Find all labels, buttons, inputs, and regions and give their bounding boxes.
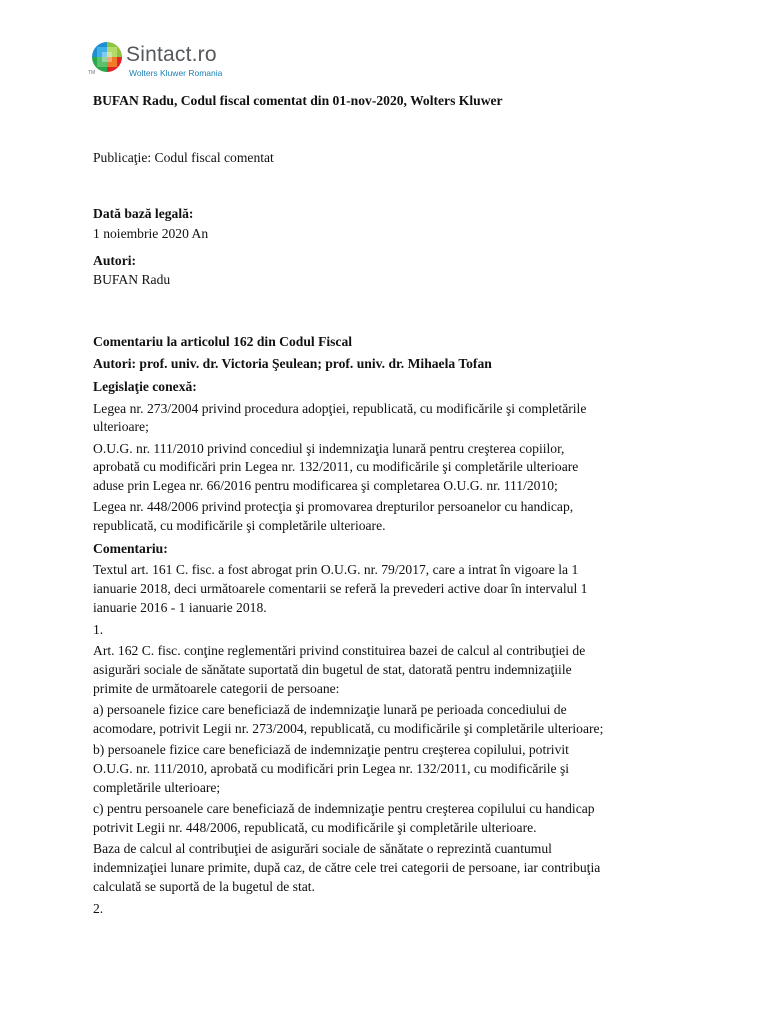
related-line: Legea nr. 273/2004 privind procedura adopţiei, republicată, cu modificările şi completările [93,401,587,416]
related-line: republicată, cu modificările şi completările ulterioare. [93,518,386,533]
related-line: O.U.G. nr. 111/2010 privind concediul şi indemnizaţia lunară pentru creşterea copiilor, [93,441,565,456]
comment-line: ianuarie 2018, deci următoarele comentarii se referă la prevederi active doar în intervalul 1 [93,581,588,596]
logo-tm: TM [88,70,96,76]
comment-line: completările ulterioare; [93,780,221,795]
related-legislation-label: Legislaţie conexă: [93,379,197,394]
comment-line: ianuarie 2016 - 1 ianuarie 2018. [93,600,267,615]
legal-date-label: Dată bază legală: [93,206,194,221]
section-number: 1. [93,622,104,637]
authors-label: Autori: [93,253,137,268]
comment-line: potrivit Legii nr. 448/2006, republicată, cu modificările şi completările ulterioare. [93,820,537,835]
article-heading: Comentariu la articolul 162 din Codul Fiscal [93,334,353,349]
article-authors: Autori: prof. univ. dr. Victoria Şeulean; prof. univ. dr. Mihaela Tofan [93,356,492,371]
comment-line: asigurări sociale de sănătate suportată din bugetul de stat, datorată pentru indemnizaţiile [93,662,572,677]
logo-subtitle: Wolters Kluwer Romania [129,68,223,78]
comment-line: indemnizaţiei lunare primite, după caz, de către cele trei categorii de persoane, iar contribuţia [93,860,601,875]
comment-line: O.U.G. nr. 111/2010, aprobată cu modificări prin Legea nr. 132/2011, cu modificările şi [93,761,570,776]
related-line: aprobată cu modificări prin Legea nr. 132/2011, cu modificările şi completările ulterioare [93,459,579,474]
document-title: BUFAN Radu, Codul fiscal comentat din 01-nov-2020, Wolters Kluwer [93,93,503,108]
related-line: ulterioare; [93,419,149,434]
sintact-logo-icon [92,42,122,72]
comment-line: Art. 162 C. fisc. conţine reglementări privind constituirea bazei de calcul al contribuţiei de [93,643,586,658]
comment-line: Textul art. 161 C. fisc. a fost abrogat prin O.U.G. nr. 79/2017, care a intrat în vigoare la 1 [93,562,579,577]
comment-line: c) pentru persoanele care beneficiază de indemnizaţie pentru creşterea copilului cu handicap [93,801,595,816]
comment-line: calculată se suportă de la bugetul de stat. [93,879,315,894]
comment-line: b) persoanele fizice care beneficiază de indemnizaţie pentru creşterea copilului, potrivit [93,742,569,757]
section-number: 2. [93,901,104,916]
comment-line: a) persoanele fizice care beneficiază de indemnizaţie lunară pe perioada concediului de [93,702,567,717]
publication-line: Publicaţie: Codul fiscal comentat [93,150,274,165]
logo-name: Sintact.ro [126,43,217,66]
comment-line: acomodare, potrivit Legii nr. 273/2004, republicată, cu modificările şi completările ulterioare; [93,721,604,736]
comment-line: primite de următoarele categorii de persoane: [93,681,340,696]
related-line: Legea nr. 448/2006 privind protecţia şi promovarea drepturilor persoanelor cu handicap, [93,499,574,514]
authors-value: BUFAN Radu [93,272,171,287]
sintact-logo [88,42,292,80]
comment-label: Comentariu: [93,541,168,556]
comment-line: Baza de calcul al contribuţiei de asigurări sociale de sănătate o reprezintă cuantumul [93,841,552,856]
legal-date-value: 1 noiembrie 2020 An [93,226,209,241]
related-line: aduse prin Legea nr. 66/2016 pentru modificarea şi completarea O.U.G. nr. 111/2010; [93,478,558,493]
